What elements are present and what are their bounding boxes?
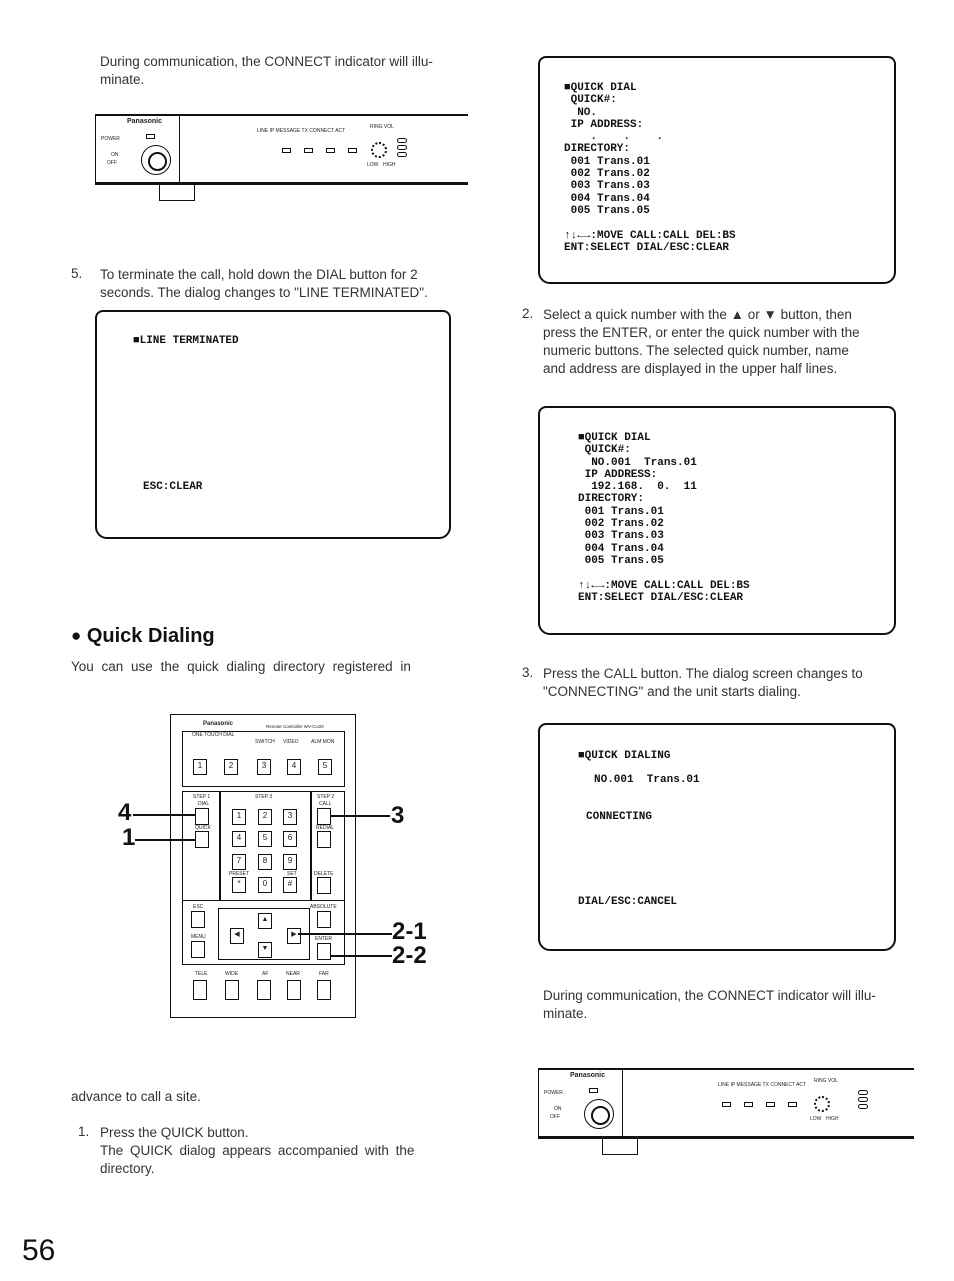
callout-4-leader (133, 814, 195, 816)
line-indicator (282, 148, 291, 153)
step1-text: Press the QUICK button. The QUICK dialog appears accompanied with the directory. (100, 1125, 415, 1176)
callout-4: 4 (118, 799, 132, 826)
section-intro-continued: advance to call a site. (71, 1089, 201, 1104)
bullet-icon: ● (71, 626, 82, 645)
keypad-hash[interactable]: # (283, 877, 297, 893)
esc-button[interactable] (191, 911, 205, 928)
device-front-panel: Panasonic POWER ON OFF LINE IP MESSAGE TX CONNECT ACT RING VOL LOW HIGH (95, 114, 468, 204)
outro-text: During communication, the CONNECT indicator will illu- minate. (543, 988, 876, 1021)
quick-button[interactable] (195, 831, 209, 848)
right-arrow-button[interactable]: ▶ (287, 928, 301, 944)
callout-2-1: 2-1 (392, 918, 427, 945)
step5-text: To terminate the call, hold down the DIAL button for 2 seconds. The dialog changes to "LINE TERMINATED". (100, 267, 428, 300)
keypad-4[interactable]: 4 (232, 831, 246, 847)
ring-volume-dial-icon[interactable] (814, 1096, 830, 1112)
quick-dial-screen-empty: ■QUICK DIAL QUICK#: NO. IP ADDRESS: . . . DIRECTORY: 001 Trans.01 002 Trans.02 003 Trans.03 004 Trans.04 005 Trans.05 ↑↓←→:MOVE CALL:CALL DEL:BS ENT:SELECT DIAL/ESC:CLEAR (538, 56, 896, 284)
page-number: 56 (22, 1234, 56, 1267)
callout-3-leader (330, 815, 390, 817)
callout-2-1-leader (298, 933, 392, 935)
wide-button[interactable] (225, 980, 239, 1000)
left-arrow-button[interactable]: ◀ (230, 928, 244, 944)
keypad-star[interactable]: * (232, 877, 246, 893)
step2-text: Select a quick number with the ▲ or ▼ button, then press the ENTER, or enter the quick number with the numeric buttons. The selected quick number, name and address are displayed in the upper half lines. (543, 307, 860, 376)
one-touch-key-2[interactable]: 2 (224, 759, 238, 775)
delete-button[interactable] (317, 877, 331, 894)
section-intro: You can use the quick dialing directory registered in (71, 659, 411, 674)
quick-dial-screen-selected: ■QUICK DIAL QUICK#: NO.001 Trans.01 IP ADDRESS: 192.168. 0. 11 DIRECTORY: 001 Trans.01 002 Trans.02 003 Trans.03 004 Trans.04 005 Trans.05 ↑↓←→:MOVE CALL:CALL DEL:BS ENT:SELECT DIAL/ESC:CLEAR (538, 406, 896, 635)
line-indicator (722, 1102, 731, 1107)
menu-button[interactable] (191, 941, 205, 958)
keypad-9[interactable]: 9 (283, 854, 297, 870)
down-arrow-button[interactable]: ▼ (258, 942, 272, 958)
keypad-6[interactable]: 6 (283, 831, 297, 847)
one-touch-key-5[interactable]: 5 (318, 759, 332, 775)
callout-3: 3 (391, 802, 405, 829)
call-button[interactable] (317, 808, 331, 825)
step3-text: Press the CALL button. The dialog screen changes to "CONNECTING" and the unit starts dialing. (543, 666, 863, 699)
device-front-panel-2: Panasonic POWER ON OFF LINE IP MESSAGE TX CONNECT ACT RING VOL LOW HIGH (538, 1068, 914, 1158)
af-button[interactable] (257, 980, 271, 1000)
near-button[interactable] (287, 980, 301, 1000)
keypad-0[interactable]: 0 (258, 877, 272, 893)
power-switch[interactable] (141, 145, 171, 175)
message-indicator (744, 1102, 753, 1107)
keypad-7[interactable]: 7 (232, 854, 246, 870)
ring-volume-dial-icon[interactable] (371, 142, 387, 158)
redial-button[interactable] (317, 831, 331, 848)
brand-logo: Panasonic (127, 118, 163, 125)
tele-button[interactable] (193, 980, 207, 1000)
up-arrow-button[interactable]: ▲ (258, 913, 272, 929)
tx-indicator (326, 148, 335, 153)
one-touch-key-3[interactable]: 3 (257, 759, 271, 775)
one-touch-key-4[interactable]: 4 (287, 759, 301, 775)
speaker-grille-icon (858, 1090, 868, 1110)
one-touch-key-1[interactable]: 1 (193, 759, 207, 775)
callout-2-2: 2-2 (392, 942, 427, 969)
callout-2-2-leader (330, 955, 392, 957)
intro-text: During communication, the CONNECT indicator will illu- minate. (100, 54, 433, 87)
enter-button[interactable] (317, 943, 331, 960)
keypad-1[interactable]: 1 (232, 809, 246, 825)
callout-1: 1 (122, 824, 136, 851)
keypad-2[interactable]: 2 (258, 809, 272, 825)
quick-dialing-screen: ■QUICK DIALING NO.001 Trans.01 CONNECTING DIAL/ESC:CANCEL (538, 723, 896, 951)
line-terminated-screen: ■LINE TERMINATED ESC:CLEAR (95, 310, 451, 539)
keypad-8[interactable]: 8 (258, 854, 272, 870)
power-indicator (146, 134, 155, 139)
connect-indicator (348, 148, 357, 153)
speaker-grille-icon (397, 138, 407, 158)
power-indicator (589, 1088, 598, 1093)
connect-indicator (788, 1102, 797, 1107)
keypad-3[interactable]: 3 (283, 809, 297, 825)
remote-controller: Panasonic Remote Controller WV-CU20 ONE TOUCH DIAL SWITCH VIDEO ALM MON 1 2 3 4 5 STEP 1 STEP 3 STEP 2 DIAL QUICK CALL REDIAL 1 2 3 4 5 6 7 8 9 PRESET SET DELETE * 0 # ESC MENU ABSOLUTE ENTER ▲ ◀ ▶ ▼ TELE WIDE AF NEAR FAR (170, 714, 356, 1018)
section-heading: ● Quick Dialing (71, 625, 215, 647)
device-stand (602, 1139, 638, 1155)
power-switch[interactable] (584, 1099, 614, 1129)
dial-button[interactable] (195, 808, 209, 825)
absolute-button[interactable] (317, 911, 331, 928)
device-stand (159, 185, 195, 201)
message-indicator (304, 148, 313, 153)
far-button[interactable] (317, 980, 331, 1000)
tx-indicator (766, 1102, 775, 1107)
keypad-5[interactable]: 5 (258, 831, 272, 847)
callout-1-leader (135, 839, 195, 841)
